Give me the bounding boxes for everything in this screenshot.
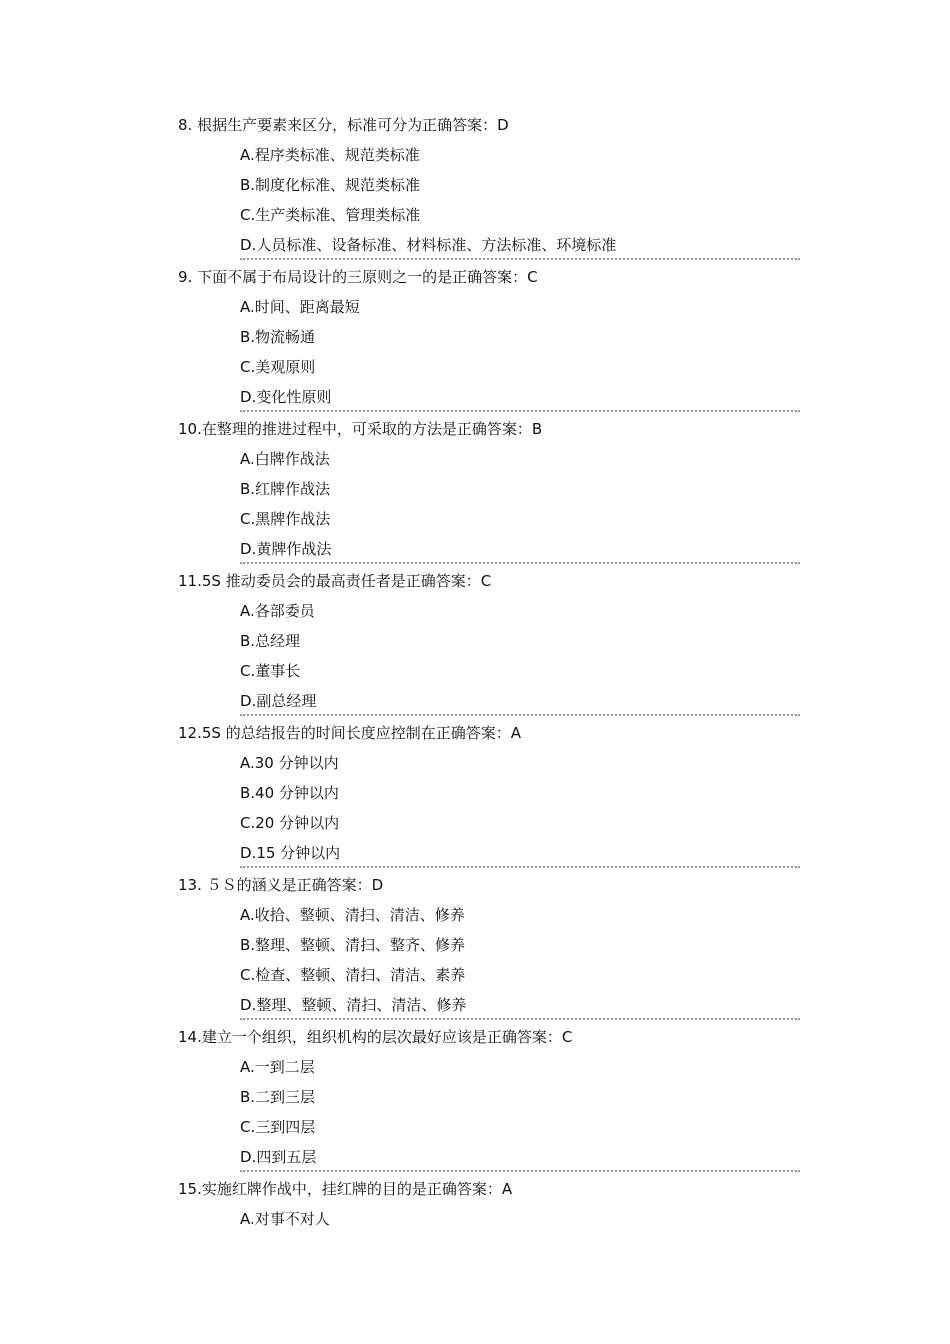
question-number: 12.	[178, 724, 202, 742]
option-b: B.二到三层	[240, 1088, 316, 1106]
question-number: 15.	[178, 1180, 202, 1198]
option-a: A.程序类标准、规范类标准	[240, 146, 420, 164]
option-a: A.白牌作战法	[240, 450, 330, 468]
option-c: C.生产类标准、管理类标准	[240, 206, 421, 224]
question-number: 11.	[178, 572, 202, 590]
question-text: 实施红牌作战中，挂红牌的目的是正确答案：A	[201, 1180, 513, 1198]
option-b: B.40 分钟以内	[240, 784, 339, 802]
question-text: 5S 推动委员会的最高责任者是正确答案：C	[201, 572, 492, 590]
option-a: A.一到二层	[240, 1058, 315, 1076]
option-b: B.总经理	[240, 632, 301, 650]
option-d: D.15 分钟以内	[240, 844, 341, 862]
question-8	[178, 110, 800, 260]
option-a: A.对事不对人	[240, 1210, 330, 1228]
option-b: B.物流畅通	[240, 328, 316, 346]
option-d: D.黄牌作战法	[240, 540, 332, 558]
question-text: ５Ｓ的涵义是正确答案：D	[206, 876, 384, 894]
question-number: 8.	[178, 116, 193, 134]
question-12	[178, 718, 800, 868]
option-c: C.黑牌作战法	[240, 510, 331, 528]
option-d: D.副总经理	[240, 692, 317, 710]
question-title	[178, 262, 800, 292]
question-list	[178, 110, 800, 1234]
option-c: C.20 分钟以内	[240, 814, 340, 832]
option-d: D.整理、整顿、清扫、清洁、修养	[240, 996, 467, 1014]
dotted-divider	[240, 1170, 800, 1172]
question-title	[178, 110, 800, 140]
question-10	[178, 414, 800, 564]
question-9	[178, 262, 800, 412]
option-b: B.制度化标准、规范类标准	[240, 176, 421, 194]
option-a: A.30 分钟以内	[240, 754, 339, 772]
option-d: D.四到五层	[240, 1148, 317, 1166]
question-title	[178, 718, 800, 748]
option-c: C.三到四层	[240, 1118, 316, 1136]
option-a: A.时间、距离最短	[240, 298, 360, 316]
question-13	[178, 870, 800, 1020]
question-title	[178, 870, 800, 900]
question-number: 9.	[178, 268, 193, 286]
option-c: C.检查、整顿、清扫、清洁、素养	[240, 966, 466, 984]
question-15	[178, 1174, 800, 1234]
option-b: B.整理、整顿、清扫、整齐、修养	[240, 936, 466, 954]
option-d: D.人员标准、设备标准、材料标准、方法标准、环境标准	[240, 236, 617, 254]
option-b: B.红牌作战法	[240, 480, 331, 498]
question-title	[178, 566, 800, 596]
question-text: 根据生产要素来区分，标准可分为正确答案：D	[197, 116, 509, 134]
option-c: C.美观原则	[240, 358, 316, 376]
question-text: 在整理的推进过程中，可采取的方法是正确答案：B	[201, 420, 543, 438]
question-title	[178, 414, 800, 444]
question-title	[178, 1022, 800, 1052]
question-number: 13.	[178, 876, 202, 894]
question-text: 建立一个组织，组织机构的层次最好应该是正确答案：C	[201, 1028, 573, 1046]
question-text: 5S 的总结报告的时间长度应控制在正确答案：A	[201, 724, 521, 742]
question-text: 下面不属于布局设计的三原则之一的是正确答案：C	[197, 268, 538, 286]
option-a: A.各部委员	[240, 602, 315, 620]
question-number: 14.	[178, 1028, 202, 1046]
option-d: D.变化性原则	[240, 388, 332, 406]
question-11	[178, 566, 800, 716]
question-number: 10.	[178, 420, 202, 438]
dotted-divider	[240, 714, 800, 716]
question-title	[178, 1174, 800, 1204]
question-14	[178, 1022, 800, 1172]
option-c: C.董事长	[240, 662, 301, 680]
option-a: A.收拾、整顿、清扫、清洁、修养	[240, 906, 465, 924]
